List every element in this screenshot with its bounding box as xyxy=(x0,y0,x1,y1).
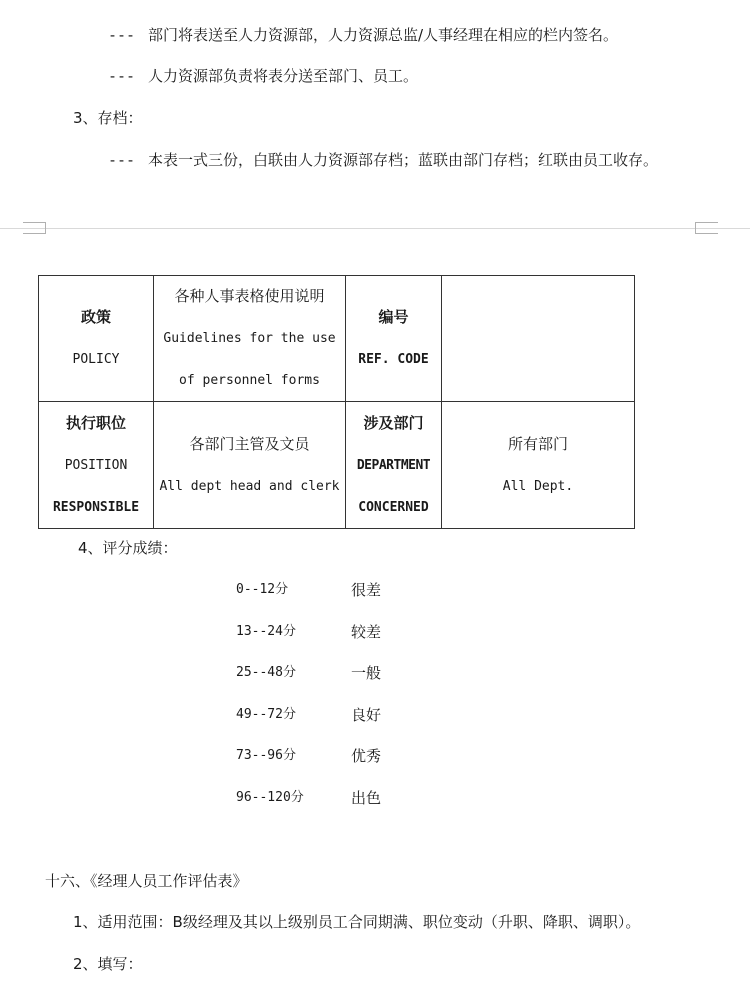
score-range: 96--120分 xyxy=(236,790,304,805)
dept-label-cn: 涉及部门 xyxy=(363,413,424,432)
policy-value-cn: 各种人事表格使用说明 xyxy=(174,287,325,305)
archive-text: 本表一式三份，白联由人力资源部存档；蓝联由部门存档；红联由员工收存。 xyxy=(148,151,659,169)
page-corner-mark-right xyxy=(695,222,718,234)
dash-marker: --- xyxy=(108,26,136,44)
policy-value-en-1: Guidelines for the use xyxy=(163,331,336,346)
department-label-cell xyxy=(346,402,442,529)
position-label-en-1: POSITION xyxy=(64,457,128,473)
score-grade: 良好 xyxy=(351,706,382,724)
position-value-cell xyxy=(154,402,346,529)
ref-label-en: REF. CODE xyxy=(358,352,429,367)
score-range: 25--48分 xyxy=(236,665,296,680)
policy-header-table xyxy=(38,275,635,529)
score-grade: 出色 xyxy=(351,789,382,807)
position-label-cn: 执行职位 xyxy=(65,413,126,432)
dept-label-en-1: DEPARTMENT xyxy=(356,457,431,473)
position-label-en-2: RESPONSIBLE xyxy=(52,499,140,515)
score-grade: 较差 xyxy=(351,623,382,641)
ref-code-value-cell xyxy=(442,276,635,402)
dash-marker: --- xyxy=(108,151,136,169)
position-value-en: All dept head and clerk xyxy=(159,478,340,494)
scope-text: 1、适用范围：B级经理及其以上级别员工合同期满、职位变动（升职、降职、调职）。 xyxy=(73,913,641,931)
score-range: 13--24分 xyxy=(236,624,296,639)
position-label-cell xyxy=(39,402,154,529)
score-grade: 优秀 xyxy=(351,747,382,765)
ref-label-cn: 编号 xyxy=(378,308,409,326)
score-grade: 一般 xyxy=(351,664,382,682)
scoring-heading: 4、评分成绩： xyxy=(78,539,178,557)
policy-label-cn: 政策 xyxy=(80,308,111,326)
dept-value-cn: 所有部门 xyxy=(507,434,568,453)
score-range: 49--72分 xyxy=(236,707,296,722)
page-break xyxy=(0,228,750,229)
policy-value-cell xyxy=(154,276,346,402)
fill-step-text: 人力资源部负责将表分送至部门、员工。 xyxy=(148,67,419,85)
section-title: 十六、《经理人员工作评估表》 xyxy=(45,872,248,890)
fill-step-text: 部门将表送至人力资源部，人力资源总监/人事经理在相应的栏内签名。 xyxy=(148,26,619,44)
score-range: 0--12分 xyxy=(236,582,289,597)
policy-label-en: POLICY xyxy=(72,352,120,367)
position-value-cn: 各部门主管及文员 xyxy=(189,434,310,453)
dept-value-en: All Dept. xyxy=(502,478,574,494)
page-corner-mark-left xyxy=(23,222,46,234)
dash-marker: --- xyxy=(108,67,136,85)
department-value-cell xyxy=(442,402,635,529)
score-grade: 很差 xyxy=(351,581,382,599)
policy-value-en-2: of personnel forms xyxy=(179,373,320,388)
fill-heading: 2、填写： xyxy=(73,955,143,973)
archive-heading: 3、存档： xyxy=(73,109,143,127)
score-range: 73--96分 xyxy=(236,748,296,763)
dept-label-en-2: CONCERNED xyxy=(358,499,429,515)
ref-code-label-cell xyxy=(346,276,442,402)
policy-label-cell xyxy=(39,276,154,402)
